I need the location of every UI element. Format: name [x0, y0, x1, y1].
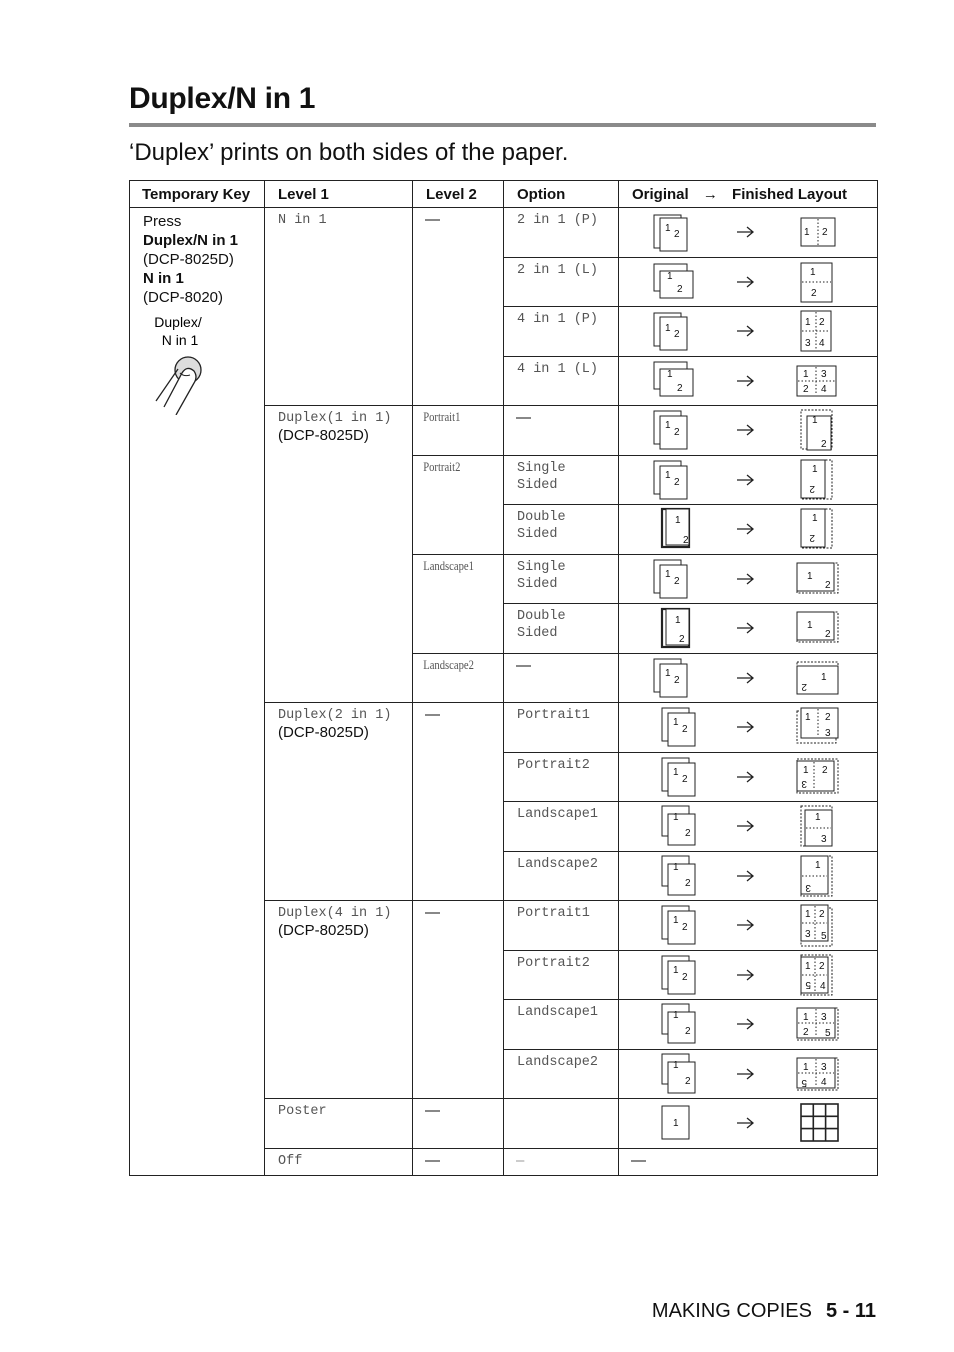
svg-text:1: 1 — [815, 859, 821, 871]
option-2in1-p: 2 in 1 (P) — [504, 208, 619, 258]
svg-text:2: 2 — [682, 724, 688, 735]
svg-text:1: 1 — [673, 766, 679, 778]
svg-text:2: 2 — [809, 482, 815, 494]
svg-text:2: 2 — [682, 922, 688, 933]
svg-text:1: 1 — [665, 223, 671, 234]
svg-text:3: 3 — [821, 368, 827, 380]
svg-text:1: 1 — [803, 368, 809, 380]
svg-text:1: 1 — [675, 615, 681, 626]
layout-4in1-p — [619, 307, 878, 357]
level1-duplex1in1: Duplex(1 in 1) (DCP-8025D) — [265, 406, 413, 703]
key-label-line1: Duplex/ — [154, 315, 202, 330]
svg-text:5: 5 — [821, 931, 827, 942]
duplex-options-table — [129, 180, 878, 1176]
svg-text:2: 2 — [685, 828, 691, 839]
footer-section: MAKING COPIES — [651, 1300, 812, 1322]
svg-text:2: 2 — [682, 773, 688, 785]
level2-off: — — [413, 1148, 504, 1175]
svg-text:4: 4 — [819, 338, 825, 349]
option-poster — [504, 1099, 619, 1149]
svg-text:1: 1 — [805, 960, 811, 972]
svg-text:1: 1 — [665, 667, 671, 679]
intro-text: ‘Duplex’ prints on both sides of the paper. — [129, 139, 569, 166]
model-8025d-label: (DCP-8025D) — [143, 251, 234, 268]
svg-text:1: 1 — [673, 964, 679, 976]
layout-2in1-l — [619, 257, 878, 307]
svg-text:1: 1 — [812, 415, 818, 426]
level1-off: Off — [265, 1148, 413, 1175]
option-d2-portrait2: Portrait2 — [504, 752, 619, 802]
level2-landscape2: Landscape2 — [413, 653, 504, 703]
svg-text:1: 1 — [673, 717, 679, 728]
svg-text:4: 4 — [821, 383, 827, 395]
svg-text:2: 2 — [801, 680, 807, 692]
svg-text:4: 4 — [821, 1076, 827, 1088]
layout-d4-landscape1 — [619, 1000, 878, 1050]
footer-page-number: 5 - 11 — [825, 1300, 876, 1322]
svg-text:1: 1 — [805, 909, 811, 920]
svg-text:2: 2 — [685, 877, 691, 889]
svg-text:1: 1 — [673, 1010, 679, 1021]
svg-text:1: 1 — [803, 1012, 809, 1023]
svg-text:3: 3 — [821, 1061, 827, 1073]
option-portrait1: — — [504, 406, 619, 456]
svg-text:1: 1 — [673, 1118, 679, 1129]
svg-text:2: 2 — [685, 1026, 691, 1037]
header-arrow-icon: → — [702, 185, 718, 203]
option-2in1-l: 2 in 1 (L) — [504, 257, 619, 307]
temporary-key-cell — [130, 208, 265, 1176]
svg-text:1: 1 — [803, 1061, 809, 1073]
svg-text:1: 1 — [673, 1059, 679, 1071]
option-double-sided-l1: Double Sided — [504, 604, 619, 654]
svg-text:1: 1 — [667, 368, 673, 380]
layout-d4-portrait1 — [619, 901, 878, 951]
svg-text:1: 1 — [665, 568, 671, 580]
level2-portrait2: Portrait2 — [413, 455, 504, 554]
svg-text:1: 1 — [807, 620, 813, 631]
svg-text:1: 1 — [812, 513, 818, 524]
layout-d1-portrait1 — [619, 406, 878, 456]
svg-text:2: 2 — [682, 971, 688, 983]
svg-text:1: 1 — [673, 861, 679, 873]
svg-text:2: 2 — [677, 382, 683, 394]
svg-text:1: 1 — [805, 317, 811, 328]
layout-d4-portrait2 — [619, 950, 878, 1000]
svg-text:1: 1 — [804, 227, 810, 238]
svg-text:2: 2 — [821, 439, 827, 450]
svg-text:2: 2 — [674, 427, 680, 438]
svg-text:1: 1 — [807, 570, 813, 582]
option-double-sided-p2: Double Sided — [504, 505, 619, 555]
svg-text:4: 4 — [820, 980, 826, 992]
svg-text:1: 1 — [803, 764, 809, 776]
svg-text:3: 3 — [821, 1012, 827, 1023]
level2-nin1: — — [413, 208, 504, 406]
option-4in1-p: 4 in 1 (P) — [504, 307, 619, 357]
svg-text:2: 2 — [822, 227, 828, 238]
press-label: Press — [143, 213, 182, 230]
svg-text:1: 1 — [810, 266, 816, 278]
svg-text:1: 1 — [805, 712, 811, 723]
layout-d1-landscape2 — [619, 653, 878, 703]
svg-text:2: 2 — [803, 1027, 809, 1038]
svg-text:2: 2 — [679, 634, 685, 645]
layout-off: — — [619, 1148, 878, 1175]
svg-text:1: 1 — [665, 323, 671, 334]
svg-text:2: 2 — [674, 229, 680, 240]
layout-2in1-p — [619, 208, 878, 258]
level2-poster: — — [413, 1099, 504, 1149]
level2-landscape1: Landscape1 — [413, 554, 504, 653]
svg-text:2: 2 — [809, 532, 815, 543]
svg-text:3: 3 — [801, 777, 807, 789]
header-level1: Level 1 — [265, 181, 413, 208]
layout-poster — [619, 1099, 878, 1149]
layout-d2-portrait1 — [619, 703, 878, 753]
option-single-sided-p2: Single Sided — [504, 455, 619, 505]
nin1-key-name: N in 1 — [143, 270, 184, 287]
svg-text:2: 2 — [683, 535, 689, 546]
svg-text:5: 5 — [801, 1076, 807, 1088]
level1-duplex2in1: Duplex(2 in 1) (DCP-8025D) — [265, 703, 413, 901]
header-temporary-key: Temporary Key — [130, 181, 265, 208]
svg-text:1: 1 — [667, 270, 673, 282]
svg-text:2: 2 — [822, 764, 828, 776]
svg-text:1: 1 — [815, 812, 821, 823]
layout-d2-portrait2 — [619, 752, 878, 802]
header-original: Original — [632, 185, 689, 203]
svg-text:3: 3 — [821, 834, 827, 845]
layout-d1-portrait2-single — [619, 455, 878, 505]
svg-text:5: 5 — [805, 978, 811, 990]
option-d4-portrait1: Portrait1 — [504, 901, 619, 951]
level2-duplex4in1: — — [413, 901, 504, 1099]
option-off: – — [504, 1148, 619, 1175]
svg-text:2: 2 — [811, 287, 817, 299]
svg-text:1: 1 — [665, 469, 671, 481]
svg-text:2: 2 — [803, 383, 809, 395]
level1-nin1: N in 1 — [265, 208, 413, 406]
svg-text:2: 2 — [825, 629, 831, 640]
option-d2-portrait1: Portrait1 — [504, 703, 619, 753]
svg-text:2: 2 — [819, 960, 825, 972]
svg-text:3: 3 — [805, 929, 811, 940]
duplex-key-button-icon — [150, 315, 230, 415]
layout-d2-landscape1 — [619, 802, 878, 852]
option-landscape2: — — [504, 653, 619, 703]
option-single-sided-l1: Single Sided — [504, 554, 619, 604]
layout-d1-landscape1-double — [619, 604, 878, 654]
layout-d2-landscape2 — [619, 851, 878, 901]
svg-text:1: 1 — [821, 671, 827, 683]
option-d4-portrait2: Portrait2 — [504, 950, 619, 1000]
level1-poster: Poster — [265, 1099, 413, 1149]
level2-duplex2in1: — — [413, 703, 504, 901]
svg-text:1: 1 — [673, 812, 679, 823]
model-8020-label: (DCP-8020) — [143, 289, 224, 306]
header-level2: Level 2 — [413, 181, 504, 208]
level1-duplex4in1: Duplex(4 in 1) (DCP-8025D) — [265, 901, 413, 1099]
table-row — [130, 208, 878, 258]
header-finished: Finished Layout — [732, 185, 848, 203]
svg-text:2: 2 — [674, 674, 680, 686]
key-label-line2: N in 1 — [161, 332, 199, 348]
layout-4in1-l — [619, 356, 878, 406]
svg-text:2: 2 — [685, 1075, 691, 1087]
page-title: Duplex/N in 1 — [129, 82, 316, 115]
layout-d1-landscape1-single — [619, 554, 878, 604]
option-d4-landscape1: Landscape1 — [504, 1000, 619, 1050]
svg-text:2: 2 — [674, 575, 680, 587]
option-d4-landscape2: Landscape2 — [504, 1049, 619, 1099]
layout-d1-portrait2-double — [619, 505, 878, 555]
svg-text:2: 2 — [677, 283, 683, 295]
svg-text:5: 5 — [825, 1028, 831, 1039]
svg-text:3: 3 — [825, 728, 831, 739]
layout-d4-landscape2 — [619, 1049, 878, 1099]
table-header-row — [130, 181, 878, 208]
option-d2-landscape1: Landscape1 — [504, 802, 619, 852]
option-4in1-l: 4 in 1 (L) — [504, 356, 619, 406]
svg-text:2: 2 — [825, 579, 831, 591]
header-option: Option — [504, 181, 619, 208]
svg-text:1: 1 — [675, 515, 681, 526]
title-rule — [129, 123, 876, 127]
svg-text:1: 1 — [673, 915, 679, 926]
page-footer — [652, 1300, 876, 1323]
duplex-key-name: Duplex/N in 1 — [143, 232, 239, 249]
svg-text:1: 1 — [665, 420, 671, 431]
svg-text:3: 3 — [805, 881, 811, 893]
option-d2-landscape2: Landscape2 — [504, 851, 619, 901]
svg-text:2: 2 — [825, 712, 831, 723]
svg-text:2: 2 — [819, 317, 825, 328]
svg-text:2: 2 — [674, 476, 680, 488]
svg-text:3: 3 — [805, 338, 811, 349]
header-layout — [619, 181, 878, 208]
svg-text:2: 2 — [674, 329, 680, 340]
svg-text:2: 2 — [819, 909, 825, 920]
svg-text:1: 1 — [812, 463, 818, 475]
level2-portrait1: Portrait1 — [413, 406, 504, 456]
